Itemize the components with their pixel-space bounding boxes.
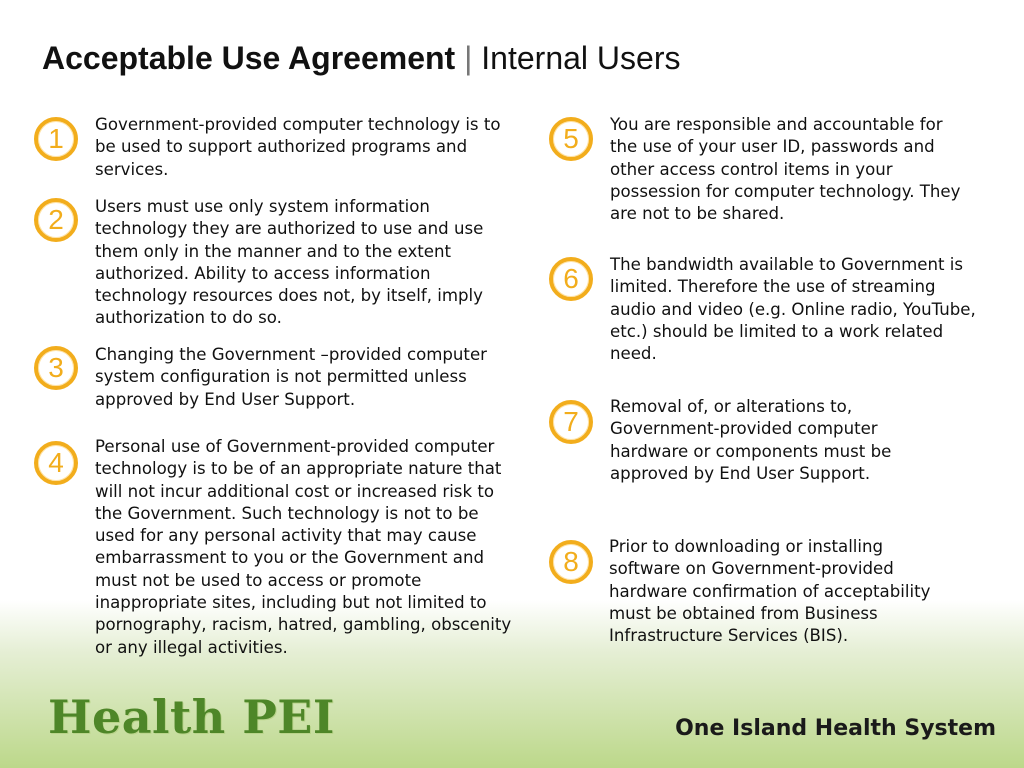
item-5-text: You are responsible and accountable for the use of your user ID, passwords and other access control items in your possession for computer technology. They are not to be shared. bbox=[610, 115, 961, 224]
number-5-icon: 5 bbox=[549, 117, 593, 161]
item-2-text: Users must use only system information technology they are authorized to use and use them only in the manner and to the extent authorized. Ability to access information technology resources does not, by itself, imply authorization to do so. bbox=[95, 197, 484, 328]
item-1-text: Government-provided computer technology is to be used to support authorized programs and services. bbox=[95, 115, 501, 179]
title-main: Acceptable Use Agreement bbox=[42, 40, 456, 76]
number-8-icon: 8 bbox=[549, 540, 593, 584]
number-2-icon: 2 bbox=[34, 198, 78, 242]
item-6-text: The bandwidth available to Government is limited. Therefore the use of streaming audio and video (e.g. Online radio, YouTube, etc.) should be limited to a work related need. bbox=[610, 255, 976, 364]
number-6-icon: 6 bbox=[549, 257, 593, 301]
number-7-icon: 7 bbox=[549, 400, 593, 444]
page-title bbox=[42, 40, 680, 77]
number-1-icon: 1 bbox=[34, 117, 78, 161]
title-separator: | bbox=[464, 40, 473, 76]
number-4-icon: 4 bbox=[34, 441, 78, 485]
item-7-text: Removal of, or alterations to, Government-provided computer hardware or components must be approved by End User Support. bbox=[610, 397, 892, 483]
footer-tagline: One Island Health System bbox=[675, 716, 996, 741]
number-3-icon: 3 bbox=[34, 346, 78, 390]
health-pei-logo: Health PEI bbox=[48, 690, 335, 744]
title-subtitle: Internal Users bbox=[481, 40, 681, 76]
item-8-text: Prior to downloading or installing software on Government-provided hardware confirmation of acceptability must be obtained from Business Infrastructure Services (BIS). bbox=[609, 537, 931, 646]
item-4-text: Personal use of Government-provided computer technology is to be of an appropriate nature that will not incur additional cost or increased risk to the Government. Such technology is not to be used for any personal activity that may cause embarrassment to you or the Government and must not be used to access or promote inappropriate sites, including but not limited to pornography, racism, hatred, gambling, obscenity or any illegal activities. bbox=[95, 437, 512, 657]
item-3-text: Changing the Government –provided computer system configuration is not permitted unless approved by End User Support. bbox=[95, 345, 487, 409]
